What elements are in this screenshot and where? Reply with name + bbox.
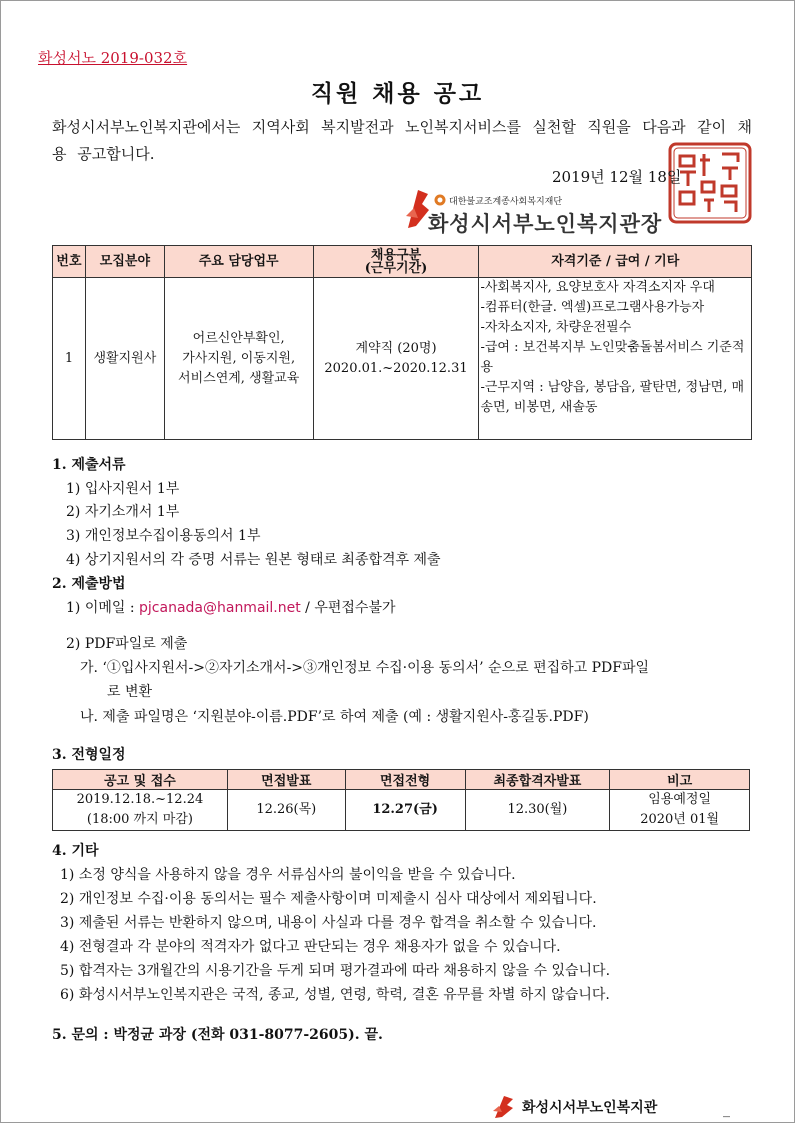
sched-header: 면접전형 xyxy=(345,770,465,790)
list-item: 2) 개인정보 수집·이용 동의서는 필수 제출사항이며 미제출시 심사 대상에서 제외됩니다. xyxy=(60,891,597,907)
section-4-title: 4. 기타 xyxy=(52,843,99,859)
section-2-title: 2. 제출방법 xyxy=(52,576,126,592)
schedule-table xyxy=(52,769,750,831)
page-title: 직원 채용 공고 xyxy=(310,80,485,107)
sched-cell: 임용예정일 2020년 01월 xyxy=(610,790,750,831)
footer-org-name: 화성시서부노인복지관 xyxy=(522,1100,658,1116)
row-duties: 어르신안부확인, 가사지원, 이동지원, 서비스연계, 생활교육 xyxy=(164,278,313,440)
col-field-header: 모집분야 xyxy=(85,246,164,278)
intro-text: 화성시서부노인복지관에서는 지역사회 복지발전과 노인복지서비스를 실천할 직원을 다음과 같이 채용 공고합니다. xyxy=(52,118,752,163)
sched-header: 면접발표 xyxy=(227,770,345,790)
sched-header: 공고 및 접수 xyxy=(53,770,228,790)
step-na: 나. 제출 파일명은 ‘지원분야-이름.PDF’로 하여 제출 (예 : 생활지원사-홍길동.PDF) xyxy=(80,709,589,725)
foundation-emblem-icon xyxy=(434,194,446,206)
row-no: 1 xyxy=(53,278,86,440)
qual-item: -사회복지사, 요양보호사 자격소지자 우대 xyxy=(480,280,715,295)
list-item: 3) 개인정보수집이용동의서 1부 xyxy=(66,528,261,544)
email-suffix: / 우편접수불가 xyxy=(300,600,396,616)
table-header-row xyxy=(53,246,752,278)
step-ga-cont: 로 변환 xyxy=(107,684,153,700)
list-item: 4) 전형결과 각 분야의 적격자가 없다고 판단되는 경우 채용자가 없을 수 있습니다. xyxy=(60,939,561,955)
contact-line: 5. 문의 : 박정균 과장 (전화 031-8077-2605). 끝. xyxy=(52,1027,383,1043)
sched-header: 비고 xyxy=(610,770,750,790)
pdf-line: 2) PDF파일로 제출 xyxy=(66,636,188,652)
row-quals xyxy=(479,278,752,440)
recruitment-table xyxy=(52,245,752,440)
sched-header: 최종합격자발표 xyxy=(465,770,610,790)
list-item: 1) 소정 양식을 사용하지 않을 경우 서류심사의 불이익을 받을 수 있습니다. xyxy=(60,867,516,883)
qual-item: -자차소지자, 차량운전필수 xyxy=(480,320,632,335)
table-row xyxy=(53,278,752,440)
row-field: 생활지원사 xyxy=(85,278,164,440)
sched-cell: 12.27(금) xyxy=(345,790,465,831)
footer-logo-icon xyxy=(492,1095,514,1119)
foundation-name: 대한불교조계종사회복지재단 xyxy=(449,197,563,207)
document-number: 화성서노 2019-032호 xyxy=(38,49,188,67)
table-header-row xyxy=(53,770,750,790)
footer-dash: _ xyxy=(723,1102,730,1118)
announcement-date: 2019년 12월 18일 xyxy=(552,168,682,186)
table-row xyxy=(53,790,750,831)
list-item: 2) 자기소개서 1부 xyxy=(66,504,180,520)
sched-cell: 2019.12.18.~12.24 (18:00 까지 마감) xyxy=(53,790,228,831)
list-item: 3) 제출된 서류는 반환하지 않으며, 내용이 사실과 다를 경우 합격을 취소할 수 있습니다. xyxy=(60,915,597,931)
list-item: 5) 합격자는 3개월간의 시용기간을 두게 되며 평가결과에 따라 채용하지 않을 수 있습니다. xyxy=(60,963,611,979)
col-type-header: 채용구분 (근무기간) xyxy=(313,246,479,278)
row-type: 계약직 (20명) 2020.01.~2020.12.31 xyxy=(313,278,479,440)
qual-item: -급여 : 보건복지부 노인맞춤돌봄서비스 기준적용 xyxy=(480,340,745,375)
sched-cell: 12.26(목) xyxy=(227,790,345,831)
list-item: 6) 화성시서부노인복지관은 국적, 종교, 성별, 연령, 학력, 결혼 유무를 차별 하지 않습니다. xyxy=(60,987,610,1003)
sched-cell: 12.30(월) xyxy=(465,790,610,831)
col-no-header: 번호 xyxy=(53,246,86,278)
section-3-title: 3. 전형일정 xyxy=(52,747,126,763)
section-1-title: 1. 제출서류 xyxy=(52,457,126,473)
org-logo-icon xyxy=(404,188,430,230)
email-link[interactable]: pjcanada@hanmail.net xyxy=(139,600,301,616)
step-ga: 가. ‘①입사지원서->②자기소개서->③개인정보 수집·이용 동의서’ 순으로 편집하고 PDF파일 xyxy=(80,660,650,676)
list-item: 4) 상기지원서의 각 증명 서류는 원본 형태로 최종합격후 제출 xyxy=(66,552,441,568)
qual-item: -근무지역 : 남양읍, 봉담읍, 팔탄면, 정남면, 매송면, 비봉면, 새솔동 xyxy=(480,380,745,415)
col-quals-header: 자격기준 / 급여 / 기타 xyxy=(479,246,752,278)
email-line xyxy=(66,597,396,617)
org-director-name: 화성시서부노인복지관장 xyxy=(428,212,663,236)
col-duties-header: 주요 담당업무 xyxy=(164,246,313,278)
email-prefix: 1) 이메일 : xyxy=(66,600,140,616)
qual-item: -컴퓨터(한글. 엑셀)프로그램사용가능자 xyxy=(480,300,705,315)
list-item: 1) 입사지원서 1부 xyxy=(66,481,180,497)
